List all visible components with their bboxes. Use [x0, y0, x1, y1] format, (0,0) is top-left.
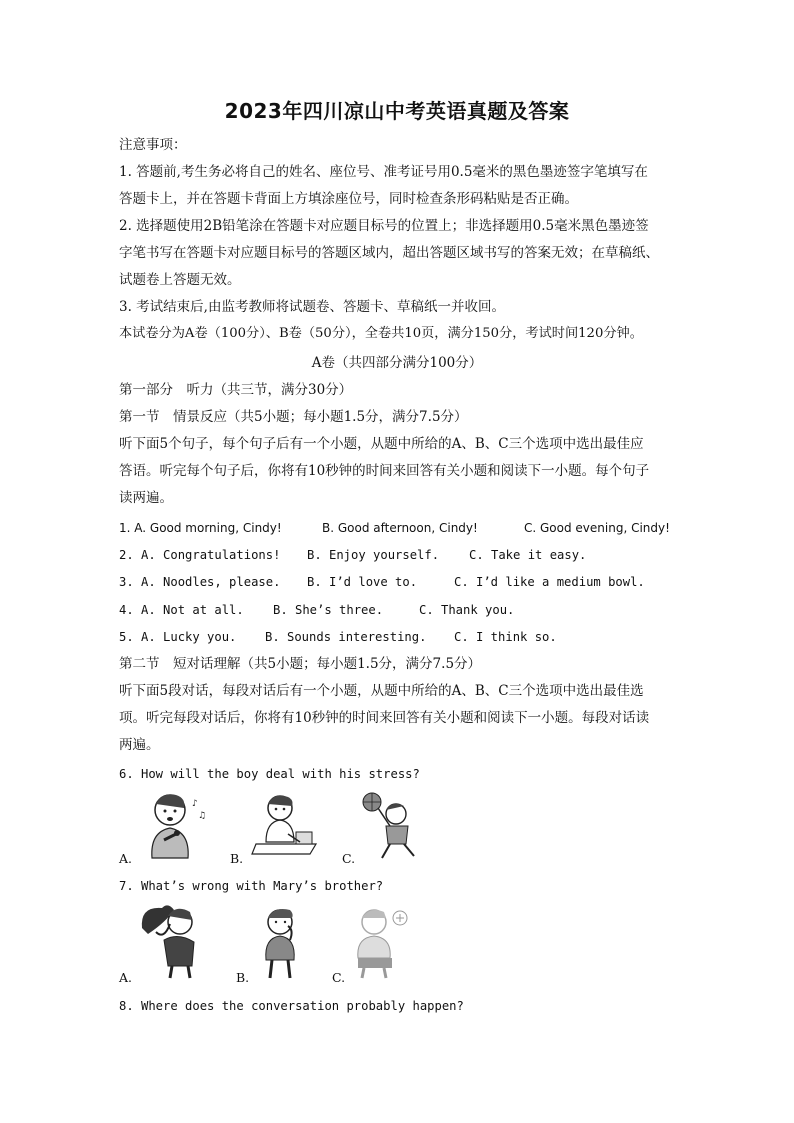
question-1-option-a: 1. A. Good morning, Cindy! — [119, 521, 282, 535]
boy-singing-image — [142, 790, 212, 862]
question-1-option-b: B. Good afternoon, Cindy! — [322, 521, 478, 535]
section1-heading: 第一节 情景反应（共5小题；每小题1.5分，满分7.5分） — [119, 409, 468, 425]
part1-heading: 第一部分 听力（共三节，满分30分） — [119, 382, 353, 398]
page-title: 2023年四川凉山中考英语真题及答案 — [224, 99, 570, 123]
question-3-option-a: 3. A. Noodles, please. — [119, 575, 281, 589]
svg-text:♪: ♪ — [192, 799, 198, 809]
q6-letter-b: B. — [230, 851, 244, 866]
boy-basketball-image — [360, 790, 424, 862]
svg-text:♫: ♫ — [198, 811, 207, 821]
section2-instruction: 项。听完每段对话后，你将有10秒钟的时间来回答有关小题和阅读下一小题。每段对话读 — [119, 710, 650, 726]
note-line: 1. 答题前,考生务必将自己的姓名、座位号、准考证号用0.5毫米的黑色墨迹签字笔填写在 — [119, 164, 648, 180]
question-5-option-a: 5. A. Lucky you. — [119, 630, 237, 644]
notes-heading: 注意事项： — [119, 137, 187, 153]
question-4-option-c: C. Thank you. — [419, 603, 515, 617]
paper-a-heading: A卷（共四部分满分100分） — [311, 355, 483, 371]
question-4-option-b: B. She’s three. — [273, 603, 384, 617]
headache-image — [138, 902, 204, 980]
question-2-option-c: C. Take it easy. — [469, 548, 587, 562]
fever-image — [348, 906, 412, 980]
boy-studying-image — [250, 792, 322, 860]
q7-letter-a: A. — [119, 970, 133, 985]
note-line: 答题卡上，并在答题卡背面上方填涂座位号，同时检查条形码粘贴是否正确。 — [119, 191, 578, 207]
section1-instruction: 答语。听完每个句子后，你将有10秒钟的时间来回答有关小题和阅读下一小题。每个句子 — [119, 463, 650, 479]
note-line: 试题卷上答题无效。 — [119, 272, 241, 288]
note-line: 3. 考试结束后,由监考教师将试题卷、答题卡、草稿纸一并收回。 — [119, 299, 505, 315]
section2-instruction: 两遍。 — [119, 737, 160, 753]
section1-instruction: 读两遍。 — [119, 490, 173, 506]
question-1-option-c: C. Good evening, Cindy! — [524, 521, 670, 535]
section2-instruction: 听下面5段对话，每段对话后有一个小题，从题中所给的A、B、C三个选项中选出最佳选 — [119, 683, 644, 699]
note-line: 2. 选择题使用2B铅笔涂在答题卡对应题目标号的位置上；非选择题用0.5毫米黑色墨迹签 — [119, 218, 649, 234]
question-5-option-c: C. I think so. — [454, 630, 557, 644]
question-2-option-a: 2. A. Congratulations! — [119, 548, 281, 562]
question-8: 8. Where does the conversation probably happen? — [119, 999, 464, 1013]
q7-letter-b: B. — [236, 970, 250, 985]
question-4-option-a: 4. A. Not at all. — [119, 603, 244, 617]
question-7: 7. What’s wrong with Mary’s brother? — [119, 879, 384, 893]
question-3-option-b: B. I’d love to. — [307, 575, 418, 589]
question-2-option-b: B. Enjoy yourself. — [307, 548, 440, 562]
question-3-option-c: C. I’d like a medium bowl. — [454, 575, 645, 589]
section1-instruction: 听下面5个句子，每个句子后有一个小题，从题中所给的A、B、C三个选项中选出最佳应 — [119, 436, 644, 452]
section2-heading: 第二节 短对话理解（共5小题；每小题1.5分，满分7.5分） — [119, 656, 482, 672]
question-6: 6. How will the boy deal with his stress? — [119, 767, 420, 781]
paper-summary: 本试卷分为A卷（100分）、B卷（50分），全卷共10页，满分150分，考试时间120分钟。 — [119, 326, 643, 341]
question-5-option-b: B. Sounds interesting. — [265, 630, 427, 644]
toothache-image — [258, 906, 304, 980]
q6-letter-a: A. — [119, 851, 133, 866]
note-line: 字笔书写在答题卡对应题目标号的答题区域内，超出答题区域书写的答案无效；在草稿纸、 — [119, 245, 659, 261]
q6-letter-c: C. — [342, 851, 356, 866]
q7-letter-c: C. — [332, 970, 346, 985]
